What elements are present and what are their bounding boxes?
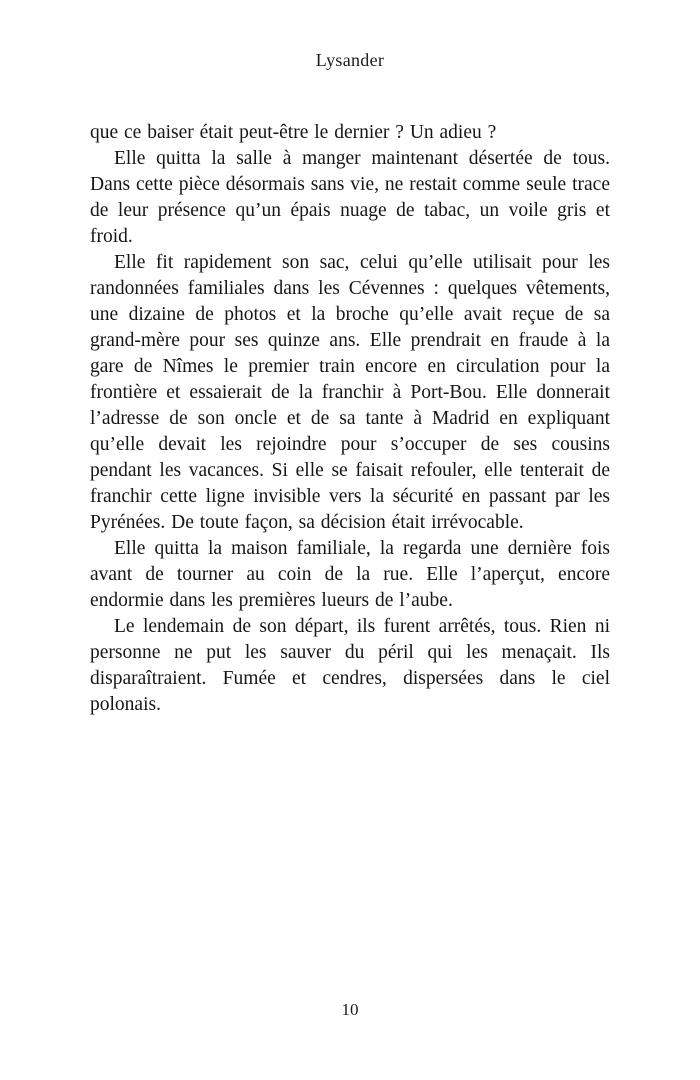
paragraph: Le lendemain de son départ, ils furent arrêtés, tous. Rien ni personne ne put les sauver du péril qui les menaçait. Ils disparaîtraient. Fumée et cendres, dispersées dans le ciel polonais. — [90, 616, 610, 715]
paragraph: Elle quitta la maison familiale, la regarda une dernière fois avant de tourner au coin de la rue. Elle l’aperçut, encore endormie dans les premières lueurs de l’aube. — [90, 538, 610, 611]
paragraph: que ce baiser était peut-être le dernier ? Un adieu ? — [90, 122, 497, 143]
running-header: Lysander — [315, 50, 385, 70]
paragraph: Elle quitta la salle à manger maintenant désertée de tous. Dans cette pièce désormais sans vie, ne restait comme seule trace de leur présence qu’un épais nuage de tabac, un voile gris et froid. — [90, 148, 610, 247]
page-body — [90, 120, 610, 718]
paragraph: Elle fit rapidement son sac, celui qu’elle utilisait pour les randonnées familiales dans les Cévennes : quelques vêtements, une dizaine de photos et la broche qu’elle avait reçue de sa grand-mère pour ses quinze ans. Elle prendrait en fraude à la gare de Nîmes le premier train encore en circulation pour la frontière et essaierait de la franchir à Port-Bou. Elle donnerait l’adresse de son oncle et de sa tante à Madrid en expliquant qu’elle devait les rejoindre pour s’occuper de ses cousins pendant les vacances. Si elle se faisait refouler, elle tenterait de franchir cette ligne invisible vers la sécurité en passant par les Pyrénées. De toute façon, sa décision était irrévocable. — [90, 252, 610, 533]
page-number: 10 — [341, 1000, 359, 1019]
